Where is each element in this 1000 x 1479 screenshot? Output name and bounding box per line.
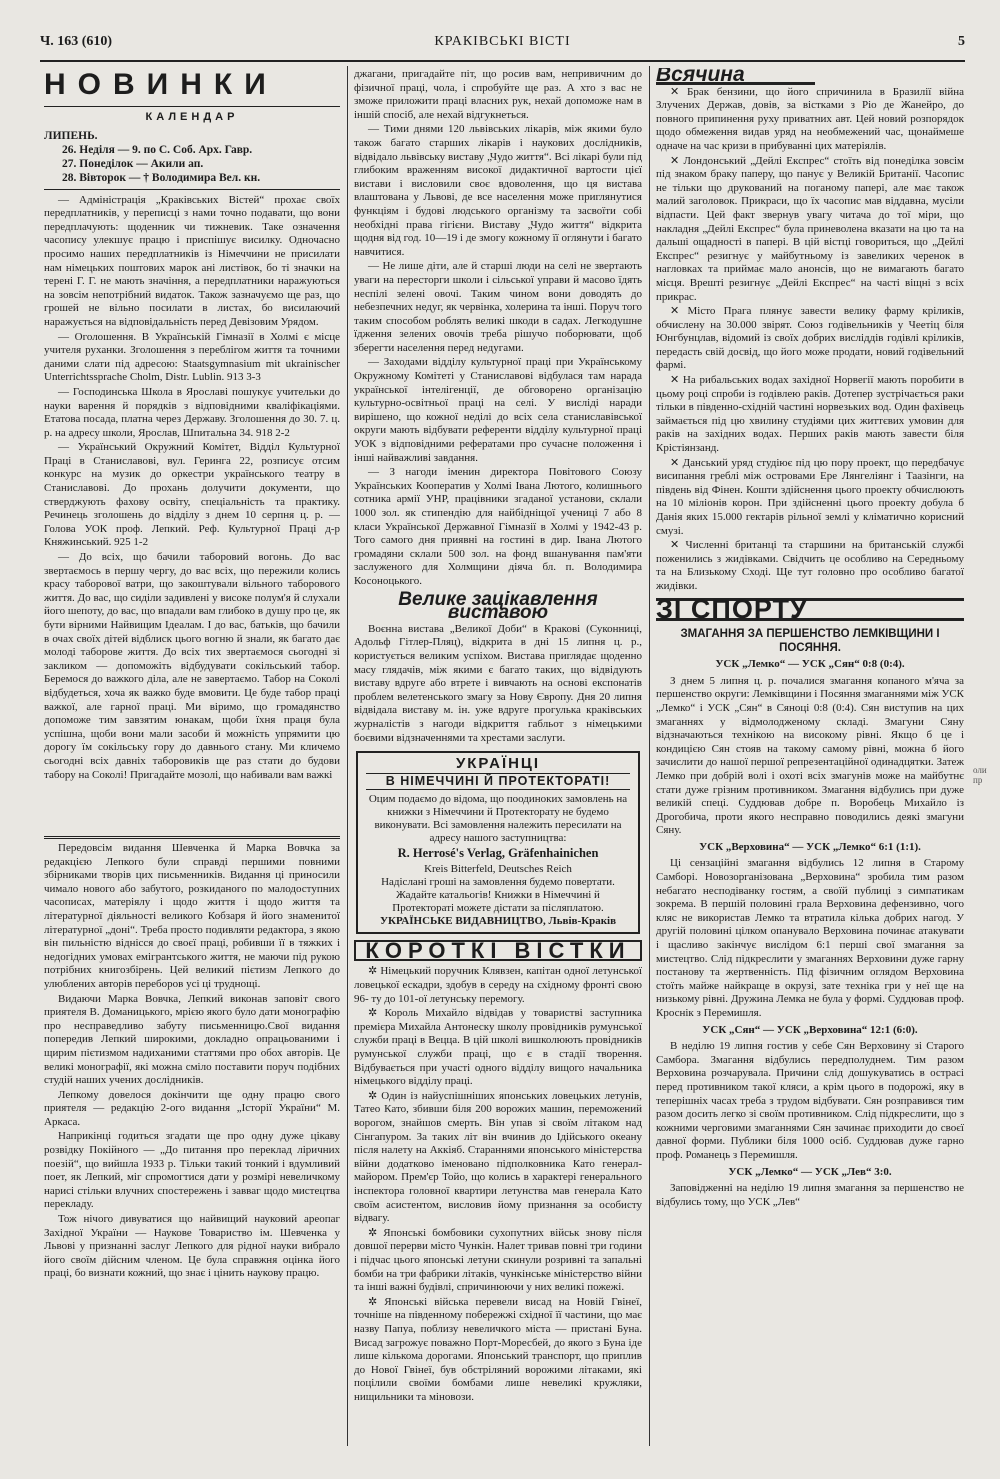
short-news-item: ✲ Японські війська перевели висад на Новій Гвінеї, точніше на південному побережжі східної її частини, що має назву Папуа, поблизу невеличкого міста — пристані Буна. Висад загрожує поважно Порт-Моресбей, до якого з Буна іде лише кількома дорогами. Японський транспорт, що приплив до Нової Гвінеї, був обстріляний ворожими літаками, які поцілили своїми бомбами лише невеликі кружляки, нищильники та міновози. [354,1295,642,1403]
match-report: В неділю 19 липня гостив у себе Сян Верховину зі Старого Самбора. Змагання відбулись передполуднем. Тим разом Верховина розчарувала. Причини слід дошукуватись в острасі перед противником такої кляси, а крім цього в подорожі, яку в теперішніх часах треба з трудом відбувати. Сян розправився тим разом досить легко зі своїм противником. Слід підкреслити, що з кожними черговими змаганнями Сян зачинає приходити до своєї давної форми. Публики біля 1000 осіб. Суддював дуже гарно проф. Романець з Перемишля. [656,1040,964,1161]
match-title: УСК „Сян“ — УСК „Верховина“ 12:1 (6:0). [702,1023,918,1036]
news-paragraph: джагани, пригадайте піт, що росив вам, непривичним до фізичної праці, чола, і спробуйте ще раз. А хто з вас не зможе приложити праці власних рук, нехай допоможе нам в іншій спосіб, але нехай відгукнеться. [354,68,642,121]
news-paragraph: — До всіх, що бачили таборовий вогонь. До вас звертаємось в першу чергу, до вас всіх, що пережили колись красу таборової ватри, що закоштували вільного таборового життя. До вас, що сиділи задивлені у високе полум'я й слухали його шепоту, до вас, що впадали вам глибоко в душу про це, як бути вірними Найвищим Ідеалам. І до вас, батьків, що бачили в очах своїх дітей відблиск цього вогню й знали, як багато дає молоді таборове життя. До всіх тих звертаємося сьогодні зі закликом — допоможіть відбудувати сокільський табор. Беремося до важкого діла, але не завертаємо. Табор на Соколі відбудеться, хоча як важко буде вмовити. Це буде табор праці важкої, але гарної праці. Ми віримо, що громадянство допоможе тим завзятим юнакам, щоби їхня праця була успішна, щоби вони мали засоби й можність упрямити цю дорогу їм сокільську гору до давнього стану. Ми кличемо сьогодні всіх давніх таборовиків ще раз стати до будови табору на Соколі! Пригадайте мозолі, що набивали вам важкі [44,551,340,781]
news-paragraph: — Заходами відділу культурної праці при Українському Окружному Комітеті у Станиславові відбулася там нарада української інтелігенції, де обговорено організацію культурно-освітньої праці на селі. У висліді наради вирішено, що кожної неділі до всіх села станиславівської округи мають відбувати референти відділу культурної праці УОК з відповідними рефератами про сучасне положення і інші найважливі завдання. [354,356,642,464]
misc-item: ✕ Брак бензини, що його спричинила в Бразилії війна Злучених Держав, довів, за вістками з Ріо де Жанейро, до повного припинення руху приватних авт. Цей новий розпорядок щодо обмеження видав уряд на необмежений час, щонаймеше одначе на час кризи в прибуванні цих матеріялів. [656,85,964,152]
article-paragraph: Передовсім видання Шевченка й Марка Вовчка за редакцією Лепкого були справді першими повними збірниками творів цих письменників. Видання ці приносили чимало нового або забутого, розкиданого по малодоступних часописах, матеріялу і щодо життя і щодо життя та літературної діяльності великого Кобзаря й його знаменитої літературної „доні“. Треба просто подивляти редактора, з якою він пильністю віднісся до своєї праці, робивши її в тяжких і недогідних умовах емігрантського життя, не маючи під рукою потрібних книгозбірень. Цей великий пієтизм Лепкого до улюблених авторів переборов усі ці труднощі. [44,842,340,990]
masthead-rule [40,60,965,62]
calendar [44,129,340,185]
match-report: Ці сензаційні змагання відбулись 12 липня в Старому Самборі. Новозорганізована „Верховина“ зробила тим разом небагато несподіванку гостям, а своїй публиці з симпатикам зокрема. В першій половині грала Верховина дефензивно, чого кляс не використав Лемко та втратила кілька добрих нагод. У другій половині цілком опанувало Верховина починає атакувати і щасливо закінчує вислідом 6:1 перші свої змагання за мистецтво. Слід підкреслити у змаганнях Верховини дуже гарну постанову та жертвенність. Під фізичним оглядом Верховина стоїть майже найкраще в окрузі, зате техніка гри у неї ще на низькому рівні. Дружина Лемка не була у формі. Суддював проф. Кроснік з Перемишля. [656,857,964,1019]
news-paragraph: — Адміністрація „Краківських Вістей“ прохає своїх передплатників, у переписці з нами точно подавати, що вони передплачують: щоденник чи тижневик. Таке означення часопису улекшує працю і приспішує висилку. Одночасно просимо наших передплатників із Німеччини не присилати нам німецьких поштових марок ані листівок, бо ті значки на терені Г. Г. не мають значіння, а передплатники наражуються на зовсім непотрібний видаток. Також зазначуємо ще раз, що грошей не вільно посилати в листах, бо висилаючий наражується на відповідальність перед Девізовим Урядом. [44,193,340,328]
misc-item: ✕ Данський уряд студіює під цю пору проект, що передбачує висипання греблі між островами Ере Лянгеліянг і Таазінги, на південь від Фінен. Кошти здійснення цього проекту обчислюють на 10 міліонів корон. При здійсненні цього проекту добула б Данія яких 15.000 гектарів рільної землі у кліматично корисний смузі. [656,456,964,537]
notice-footer: УКРАЇНСЬКЕ ВИДАВНИЦТВО, Львів-Краків [379,914,617,927]
margin-note: оли пр [973,765,987,785]
vsyachyna-heading: Всячина [656,68,815,85]
misc-item: ✕ На рибальських водах західної Норвегії мають поробити в цьому році спроби із годівлею раків. Дотепер зустрічається раки тільки в південно-східній частині норвезьких вод. Один фахівець займається під цю хвилину студіями цих життєвих умовин для раків на західних водах. Перших раків мають завести біля Крістіянзанд. [656,374,964,455]
calendar-row: 27. Понеділок — Акили ап. [62,157,204,170]
sport-subheading: ЗМАГАННЯ ЗА ПЕРШЕНСТВО ЛЕМКІВЩИНИ І ПОСЯННЯ. [680,628,940,655]
match-title: УСК „Верховина“ — УСК „Лемко“ 6:1 (1:1). [699,840,921,853]
notice-note: Надіслані гроші на замовлення будемо повертати. Жадайте катальогів! Книжки в Німеччині й Протектораті можете дістати за післяплатою. [381,875,615,914]
article-paragraph: Наприкінці годиться згадати ще про одну дуже цікаву розвідку Покійного — „До питання про переклад ліричних поезій“, що вийшла 1933 р. Тільки такий тонкий і вдумливий поет, як Лепкий, міг спромогтися дати у розмірі невеличкому нарисі стільки влучних спостережень і завваг щодо мистецтва перекладу. [44,1130,340,1211]
notice-subtitle: В НІМЕЧЧИНІ Й ПРОТЕКТОРАТІ! [366,773,630,791]
match-title: УСК „Лемко“ — УСК „Лев“ 3:0. [728,1165,892,1178]
calendar-month: ЛИПЕНЬ. [44,129,98,142]
misc-item: ✕ Місто Прага плянує завести велику фарму кріликів, обчислену на 30.000 звірят. Союз годівельників у Чеетіц біля Юнгбунцлав, відомий із своїх добрих висліддів годівлі кріликів, передасть свій досвід, що його може продати, новий годівельний фармі. [656,305,964,372]
issue-number: Ч. 163 (610) [40,34,113,49]
short-news-item: ✲ Король Михайло відвідав у товаристві заступника премієра Михайла Антонеску школу провідників румунської служби праці в Вецца. В цій школі вишколюють провідників румунської служби праці, що є в стадії творення. Відбувається при участі одного відділу вищого начальника німецького відділу праці. [354,1007,642,1088]
news-paragraph: — З нагоди іменин директора Повітового Союзу Українських Кооператив у Холмі Івана Лютого, колишнього сотника армії УНР, працівники згаданої установи, склали 1000 зол. як стипендію для найбідніщої учениці 7 або 8 класи Української Державної Гімназії в Холмі у 1942-43 р. Того самого дня приявні на гостині в дир. Івана Лютого громадяни склали 500 зол. на фонд вшанування пам'яти заслуженого для Холмщини діяча бл. п. Володимира Косоноцького. [354,466,642,587]
novynky-heading: НОВИНКИ [44,68,278,101]
short-news-item: ✲ Японські бомбовики сухопутних військ знову після довшої перерви місто Чункін. Налет тривав повні три години і підчас цього японські летуни скинули розривні та запальні бомби на три фабрики літаків, чункінське міністерство війни та інші важні будівлі, спричинюючи у них великі пожежі. [354,1226,642,1294]
article-paragraph: Тож нічого дивуватися що найвищий науковий ареопаг Західної України — Наукове Товариство ім. Шевченка у Львові у признанні заслуг Лепкого для рідної науки вибрало його своїм дійсним членом. Це була справжня оцінка його праці, бо визнати кожний, що знає і цінить наукову працю. [44,1213,340,1280]
match-report: Заповідженні на неділю 19 липня змагання за першенство не відбулись тому, що УСК „Лев“ [656,1182,964,1208]
sport-heading: ЗІ СПОРТУ [656,598,964,622]
news-paragraph: — Оголошення. В Українській Гімназії в Холмі є місце учителя руханки. Зголошення з переблігом життя та точними даними слати під адресою: Staatsgymnasium mit ukrainischer Unterrichtssprache Cholm, Distr. Lublin. 913 3-3 [44,330,340,384]
column-3 [656,68,964,1443]
news-paragraph: — Не лише діти, але й старші люди на селі не звертають уваги на пересторги школи і сільської управи й масово їдять неспілі зелені овочі. Таким чином вони доводять до небезпечних недуг, як червінка, холерина та інші. Поруч того таким способом роблять великі шкоди в садах. Легкодушне їдження зелених овочів треба рішучо поборювати, щоб зберегти населення перед недугами. [354,260,642,354]
calendar-title: КАЛЕНДАР [145,111,239,123]
news-paragraph: — Тими днями 120 львівських лікарів, між якими було також багато старших лікарів і наукових дослідників, відвідало львівську виставу „Чудо життя“. Всі лікарі були під глибоким враженням високої дидактичної вартости цієї вистави і висловили своє вдоволення, що ця вистава влаштована у Львові, де все населення може приглянутися функціям і будові людського організму та засвоїти собі необхідні права гігієни. Виставу „Чудо життя“ відкрита щодня від год. 10—19 і де змогу кожному її оглянути і багато навчитися. [354,123,642,258]
notice-body: Оцим подаємо до відома, що поодиноких замовлень на книжки з Німеччини й Протекторату не будемо виконувати. Всі замовлення належить пересилати на адресу нашого заступництва: [368,793,628,845]
news-paragraph: — Господинська Школа в Ярославі пошукує учительки до науки варення й порядків з відповідними кваліфікаціями. Етатова посада, платна через Державу. Зголошення до 30. 7. ц. р. на адресу школи, Ярослав, Шпитальна 34. 918 2-2 [44,385,340,439]
misc-item: ✕ Численні британці та старшини на британській службі поженились з жидівками. Свідчить це особливо на Середньому та на Близькому Сході. Ще тут головно про особливо багатої жидівки. [656,539,964,592]
news-paragraph: — Український Окружний Комітет, Відділ Культурної Праці в Станиславові, вул. Геринга 22, розписує отсим конкурс на музик до оркестри українського театру в Станиславові. До прохань долучити документи, що стверджують фахову освіту, спеціальність та практику. Речинець зголошень до відділу з днем 10 серпня ц. р. — Голова УОК проф. Лепкий. Реф. Культурної Праці д-р Княжинський. 925 1-2 [44,441,340,549]
column-rule [649,66,650,1446]
column-2 [354,68,642,1443]
article-paragraph: Лепкому довелося докінчити ще одну працю свого приятеля — редакцію 2-ого видання „Історії України“ М. Аркаса. [44,1088,340,1128]
page-number: 5 [958,34,965,49]
notice-publisher: R. Herrosé's Verlag, Gräfenhainichen [397,846,599,861]
calendar-row: 26. Неділя — 9. по С. Соб. Арх. Гавр. [62,143,253,156]
misc-item: ✕ Лондонський „Дейлі Експрес“ стоїть від понеділка зовсім під знаком браку паперу, що панує у Великій Британії. Часопис не тільки що друкований на поганому папері, але має також малий заголовок. Прикраси, що їх часопис мав віддавна, мусіли відпасти. Цей факт звернув увагу читача до тої міри, що накладня „Дейлі Експрес“ була приневолена вказати на цю та на дальші ощадності в папері. В цій вістці говориться, що „Дейлі Експрес“ резигнує у майбутньому із завеликих черенок в нагловках та приймає мало анонсів, що не вимагають багато місця. Врешті резигнує „Дейлі Експрес“ на часті віщні з всіх прикрас. [656,154,964,303]
column-1 [44,68,340,828]
match-report: З днем 5 липня ц. р. почалися змагання копаного м'яча за першенство округи: Лемківщини і Посяння змаганнями між УСК „Лемко“ і УСК „Сян“ в Сяноці 0:8 (0:4). Сян виступив на цих змаганнях у відмолодженому складі. Змагуни Сяну відзначаються технікою на високому рівні. Якщо б це і кондицією Сян стояв на такому самому рівні, можна б його зачислити до нашої першої репрезентаційної одинадцятки. Затеж Лемко при добрій волі і охоті всіх змагунів може на майбутнє стати дуже грізним противником. Змагання відбулись при дуже великій спеці. Суддював добре п. Воробець Михайло із Дрогобича, проти якого несправно поводились деякі змагуни Сяну. [656,674,964,837]
notice-address: Kreis Bitterfeld, Deutsches Reich [424,862,572,875]
publisher-notice-box [356,751,640,934]
exhibition-heading: Велике зацікавлення виставою [398,588,598,624]
short-news-item: ✲ Німецький поручник Клявзен, капітан одної летунської ловецької ескадри, здобув в середу на східному фронті свою 96- ту до 101-ої летунську перемогу. [354,965,642,1005]
notice-title: УКРАЇНЦІ [455,755,541,773]
article-paragraph: Видаючи Марка Вовчка, Лепкий виконав заповіт свого приятеля В. Доманицького, мрією якого було дати монографію про несправедливо забуту письменницю.Свої видання попередив Лепкий широкими, докладно опрацьованими і щирим пієтизмом надиханими статтями про обох авторів. Це великі монографії, які можна сміло поставити поруч подібних студій наших учених дослідників. [44,992,340,1087]
short-news-heading: КОРОТКІ ВІСТКИ [354,940,642,962]
newspaper-title: КРАКІВСЬКІ ВІСТІ [434,34,571,49]
column-1-bottom [44,842,340,1440]
column-rule [347,66,348,1446]
short-news-item: ✲ Один із найуспішніших японських ловецьких летунів, Татео Като, збивши біля 200 ворожих машин, переможений ворогом, знайшов смерть. Він упав зі своїм літаком над Сінгапуром. За таких літ він вчинив до Ідійського океану після налету на Аккіяб. Стараннями японського міністерства війни додатково іменовано підполковника Като генерал-майором. Прем'єр Тойо, що колись в характері генерального інспектора головної квартири летунства мав генерала Като своїм асистентом, висловив йому признання за особисту відвагу. [354,1089,642,1225]
exhibition-text: Воєнна вистава „Великої Доби“ в Кракові (Суконниці, Адольф Гітлер-Пляц), відкрита в дні 15 липня ц. р., користується великим успіхом. Вистава приглядає щоденно масу глядачів, між якими є багато таких, що відвідують виставу вдруге або втрете і вивчають на основі експонатів проблем велетенського змагу за Нову Європу. Дня 20 липня відвідала виставу м. ін. уже вдруге прогулька краківських журналістів з нагоди відкриття габльот з німецькими боєвими відзначеннями та хрестами заслуги. [354,622,642,744]
masthead [40,34,965,54]
match-title: УСК „Лемко“ — УСК „Сян“ 0:8 (0:4). [715,658,905,671]
divider [44,189,340,190]
divider [44,106,340,107]
calendar-row: 28. Вівторок — † Володимира Вел. кн. [62,171,261,184]
